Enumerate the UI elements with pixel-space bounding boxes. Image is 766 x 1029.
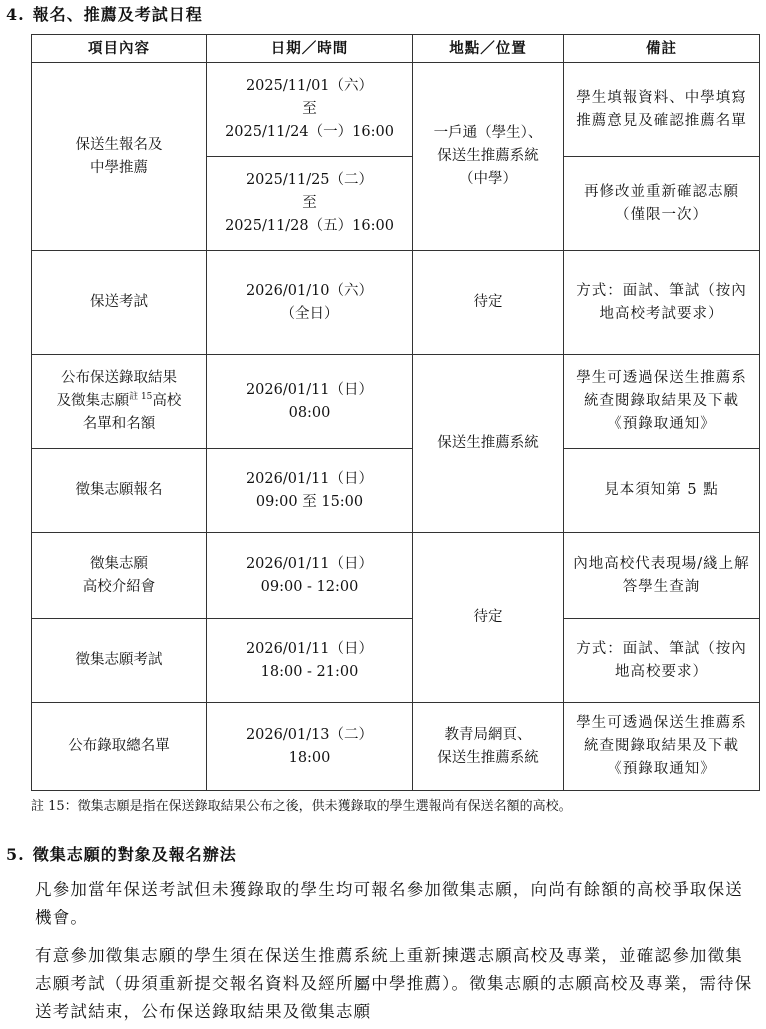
location-cell: 一戶通（學生）、 保送生推薦系統 （中學） [413, 63, 564, 251]
location-cell: 待定 [413, 251, 564, 355]
section-5-number: 5. [6, 845, 25, 864]
note-cell: 學生填報資料、中學填寫推薦意見及確認推薦名單 [564, 63, 760, 157]
note-cell: 方式：面試、筆試（按內地高校要求） [564, 619, 760, 703]
location-cell: 教青局網頁、 保送生推薦系統 [413, 703, 564, 791]
date-cell: 2026/01/10（六） （全日） [207, 251, 413, 355]
header-note: 備註 [564, 35, 760, 63]
date-cell: 2025/11/01（六） 至 2025/11/24（一）16:00 [207, 63, 413, 157]
note-cell: 學生可透過保送生推薦系統查閱錄取結果及下載《預錄取通知》 [564, 703, 760, 791]
date-cell: 2026/01/13（二） 18:00 [207, 703, 413, 791]
date-cell: 2026/01/11（日） 09:00 至 15:00 [207, 449, 413, 533]
table-row [32, 533, 760, 619]
table-row [32, 355, 760, 449]
date-cell: 2025/11/25（二） 至 2025/11/28（五）16:00 [207, 157, 413, 251]
header-location: 地點／位置 [413, 35, 564, 63]
item-cell: 徵集志願考試 [32, 619, 207, 703]
header-item: 項目內容 [32, 35, 207, 63]
footnote-15: 註 15：徵集志願是指在保送錄取結果公布之後，供未獲錄取的學生選報尚有保送名額的高校。 [31, 799, 572, 814]
date-cell: 2026/01/11（日） 18:00 - 21:00 [207, 619, 413, 703]
section-5-paragraph-1: 凡參加當年保送考試但未獲錄取的學生均可報名參加徵集志願，向尚有餘額的高校爭取保送機會。 [35, 880, 743, 927]
date-cell: 2026/01/11（日） 08:00 [207, 355, 413, 449]
note-cell: 再修改並重新確認志願（僅限一次） [564, 157, 760, 251]
location-cell: 保送生推薦系統 [413, 355, 564, 533]
header-date: 日期／時間 [207, 35, 413, 63]
note-cell: 內地高校代表現場/綫上解答學生查詢 [564, 533, 760, 619]
section-5-title: 徵集志願的對象及報名辦法 [32, 845, 237, 864]
table-row [32, 251, 760, 355]
section-5-paragraph-2: 有意參加徵集志願的學生須在保送生推薦系統上重新揀選志願高校及專業，並確認參加徵集志願考試（毋須重新提交報名資料及經所屬中學推薦）。徵集志願的志願高校及專業，需待保送考試結束，公布保送錄取結果及徵集志願 [35, 946, 753, 1021]
section-4-title: 報名、推薦及考試日程 [32, 5, 203, 24]
item-cell: 徵集志願報名 [32, 449, 207, 533]
note-cell: 學生可透過保送生推薦系統查閱錄取結果及下載《預錄取通知》 [564, 355, 760, 449]
table-row [32, 703, 760, 791]
item-cell: 徵集志願 高校介紹會 [32, 533, 207, 619]
item-cell: 保送考試 [32, 251, 207, 355]
table-row [32, 63, 760, 157]
table-row [32, 449, 760, 533]
table-row [32, 619, 760, 703]
date-cell: 2026/01/11（日） 09:00 - 12:00 [207, 533, 413, 619]
footnote-ref: 註 15 [129, 392, 153, 403]
item-cell: 公布錄取總名單 [32, 703, 207, 791]
section-4-number: 4. [6, 5, 25, 24]
item-cell: 保送生報名及 中學推薦 [32, 63, 207, 251]
item-cell: 公布保送錄取結果 及徵集志願$^{註 15}$高校 名單和名額 [32, 355, 207, 449]
section-4-heading [6, 2, 203, 25]
table-header-row [32, 35, 760, 63]
note-cell: 方式：面試、筆試（按內地高校考試要求） [564, 251, 760, 355]
section-5-heading [6, 842, 237, 865]
location-cell: 待定 [413, 533, 564, 703]
schedule-table [31, 34, 760, 791]
note-cell: 見本須知第 5 點 [564, 449, 760, 533]
